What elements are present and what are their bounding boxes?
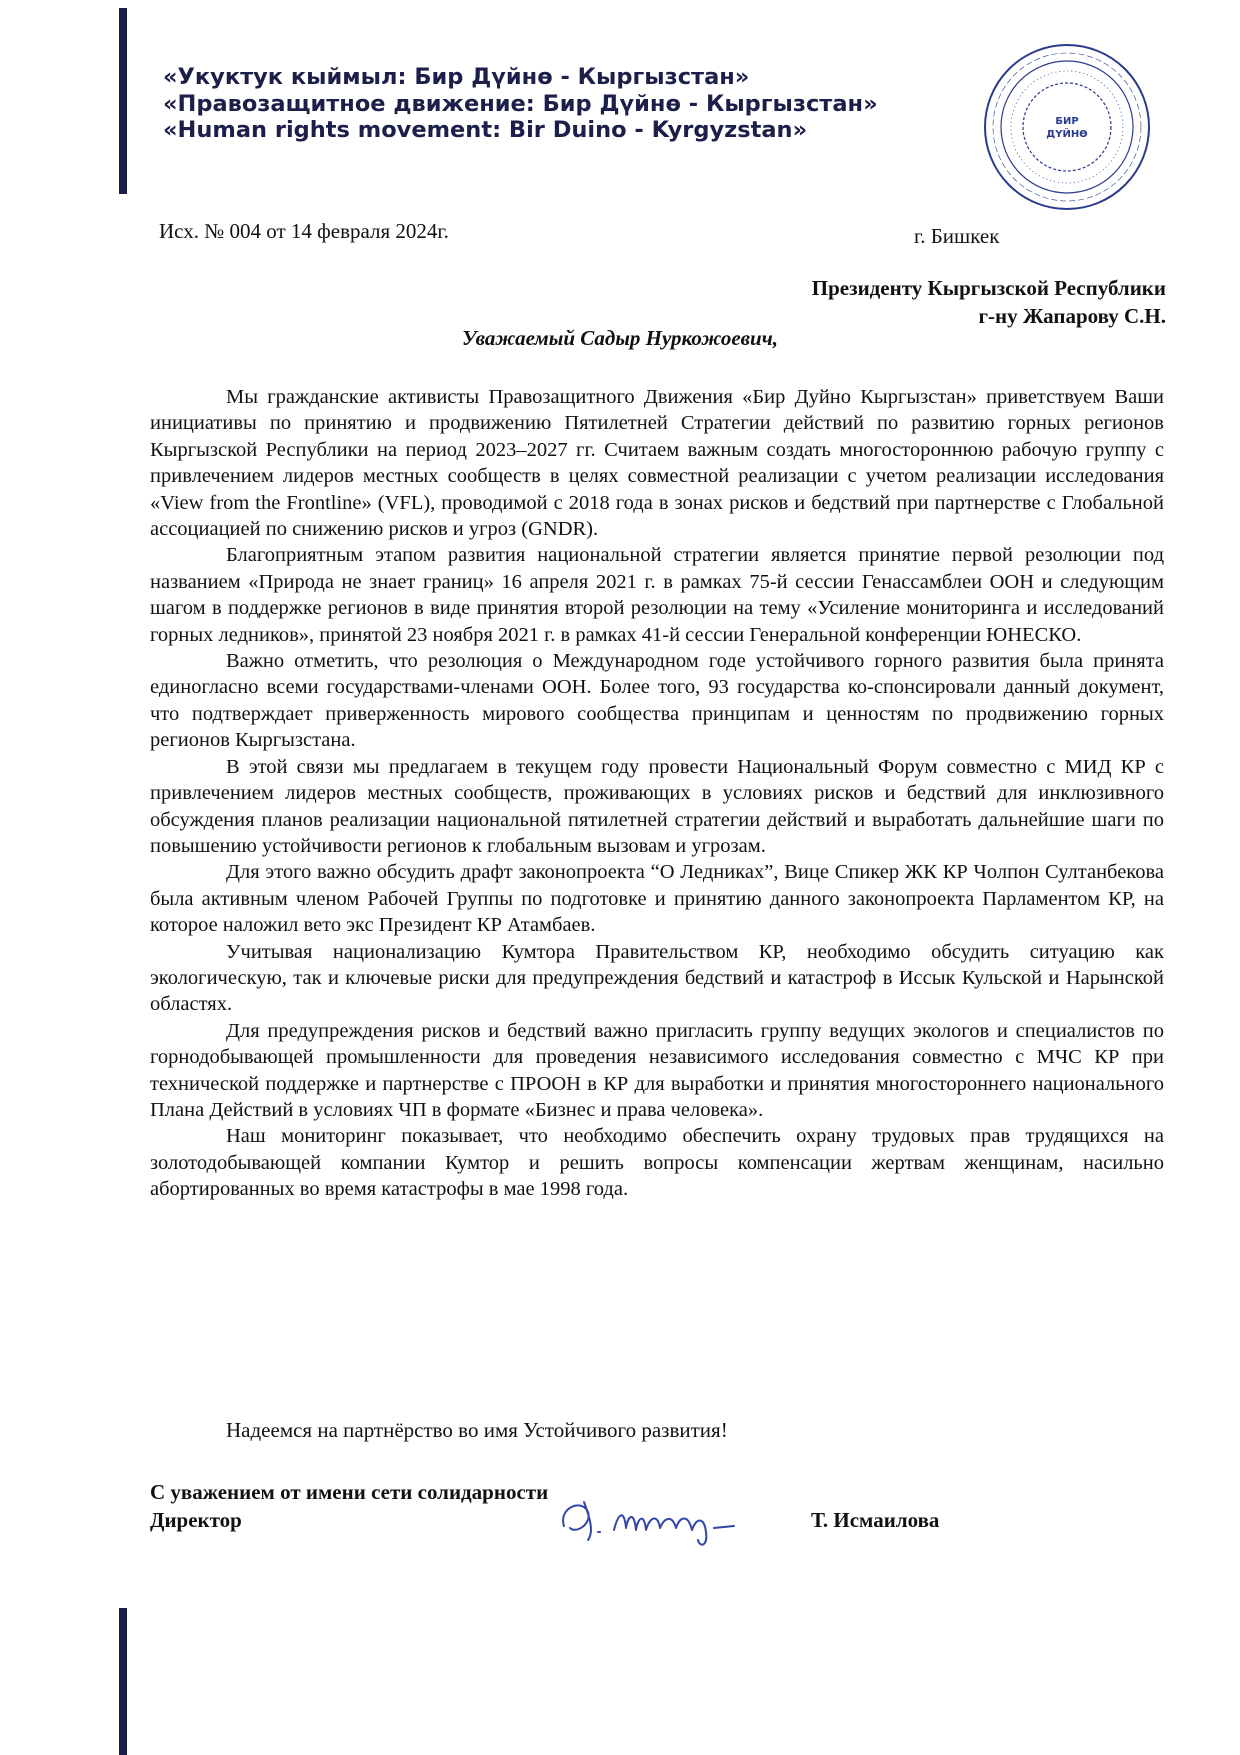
left-margin-bar-bottom bbox=[119, 1608, 127, 1755]
body-paragraph: Учитывая национализацию Кумтора Правительством КР, необходимо обсудить ситуацию как экологическую, так и ключевые риски для предупреждения бедствий и катастроф в Иссык Кульской и Нарынской областях. bbox=[150, 940, 1164, 1016]
salutation: Уважаемый Садыр Нуркожоевич, bbox=[462, 326, 778, 350]
letter-body bbox=[150, 384, 1164, 1203]
signer-name: Т. Исмаилова bbox=[811, 1508, 940, 1532]
organization-header bbox=[163, 64, 878, 144]
document-reference-number: Исх. № 004 от 14 февраля 2024г. bbox=[159, 219, 449, 243]
org-name-russian: «Правозащитное движение: Бир Дүйнө - Кыргызстан» bbox=[163, 90, 878, 117]
organization-seal-logo bbox=[982, 42, 1152, 212]
addressee-name: г-ну Жапарову С.Н. bbox=[978, 304, 1166, 328]
body-paragraph: Важно отметить, что резолюция о Международном годе устойчивого горного развития была принята единогласно всеми государствами-членами ООН. Более того, 93 государства ко-спонсировали данный документ, что подтверждает приверженность мирового сообщества принципам и ценностям по продвижению горных регионов Кыргызстана. bbox=[150, 650, 1164, 752]
body-paragraph: Для этого важно обсудить драфт законопроекта “О Ледниках”, Вице Спикер ЖК КР Чолпон Султанбекова была активным членом Рабочей Группы по подготовке и принятию данного законопроекта Парламентом КР, на которое наложил вето экс Президент КР Атамбаев. bbox=[150, 861, 1164, 937]
signature-position: Директор bbox=[150, 1508, 242, 1532]
body-paragraph: Наш мониторинг показывает, что необходимо обеспечить охрану трудовых прав трудящихся на золотодобывающей компании Кумтор и решить вопросы компенсации жертвам женщинам, насильно абортированных во время катастрофы в мае 1998 года. bbox=[150, 1125, 1164, 1201]
left-margin-bar-top bbox=[119, 8, 127, 194]
signature-block bbox=[150, 1478, 548, 1534]
svg-text:БИР: БИР bbox=[1055, 116, 1079, 127]
svg-text:ДҮЙНӨ: ДҮЙНӨ bbox=[1046, 129, 1088, 140]
signature-regards-line: С уважением от имени сети солидарности bbox=[150, 1480, 549, 1504]
addressee-block bbox=[812, 274, 1166, 330]
body-paragraph: Благоприятным этапом развития национальной стратегии является принятие первой резолюции под названием «Природа не знает границ» 16 апреля 2021 г. в рамках 75-й сессии Генассамблеи ООН и следующим шагом в поддержке регионов в виде принятия второй резолюции на тему «Усиление мониторинга и исследований горных ледников», принятой 23 ноября 2021 г. в рамках 41-й сессии Генеральной конференции ЮНЕСКО. bbox=[150, 544, 1164, 646]
handwritten-signature bbox=[554, 1488, 799, 1548]
closing-line: Надеемся на партнёрство во имя Устойчивого развития! bbox=[226, 1418, 728, 1442]
org-name-english: «Human rights movement: Bir Duino - Kyrgyzstan» bbox=[163, 117, 808, 143]
body-paragraph: В этой связи мы предлагаем в текущем году провести Национальный Форум совместно с МИД КР с привлечением лидеров местных сообществ, проживающих в условиях рисков и бедствий для инклюзивного обсуждения планов реализации национальной пятилетней стратегии действий и выработать дальнейшие шаги по повышению устойчивости регионов к глобальным вызовам и угрозам. bbox=[150, 755, 1164, 857]
addressee-title: Президенту Кыргызской Республики bbox=[811, 276, 1166, 300]
body-paragraph: Для предупреждения рисков и бедствий важно пригласить группу ведущих экологов и специалистов по горнодобывающей промышленности для проведения независимого исследования совместно с МЧС КР при технической поддержке и партнерстве с ПРООН в КР для выработки и принятия многостороннего национального Плана Действий в условиях ЧП в формате «Бизнес и права человека». bbox=[150, 1019, 1164, 1121]
document-city: г. Бишкек bbox=[914, 224, 1000, 248]
org-name-kyrgyz: «Укуктук кыймыл: Бир Дүйнө - Кыргызстан» bbox=[163, 64, 750, 90]
body-paragraph: Мы гражданские активисты Правозащитного Движения «Бир Дуйно Кыргызстан» приветствуем Ваши инициативы по принятию и продвижению Пятилетней Стратегии действий по развитию горных регионов Кыргызской Республики на период 2023–2027 гг. Считаем важным создать многостороннюю рабочую группу с привлечением лидеров местных сообществ в целях совместной реализации с учетом реализации исследования «View from the Frontline» (VFL), проводимой с 2018 года в зонах рисков и бедствий при партнерстве с Глобальной ассоциацией по снижению рисков и угроз (GNDR). bbox=[150, 386, 1164, 541]
